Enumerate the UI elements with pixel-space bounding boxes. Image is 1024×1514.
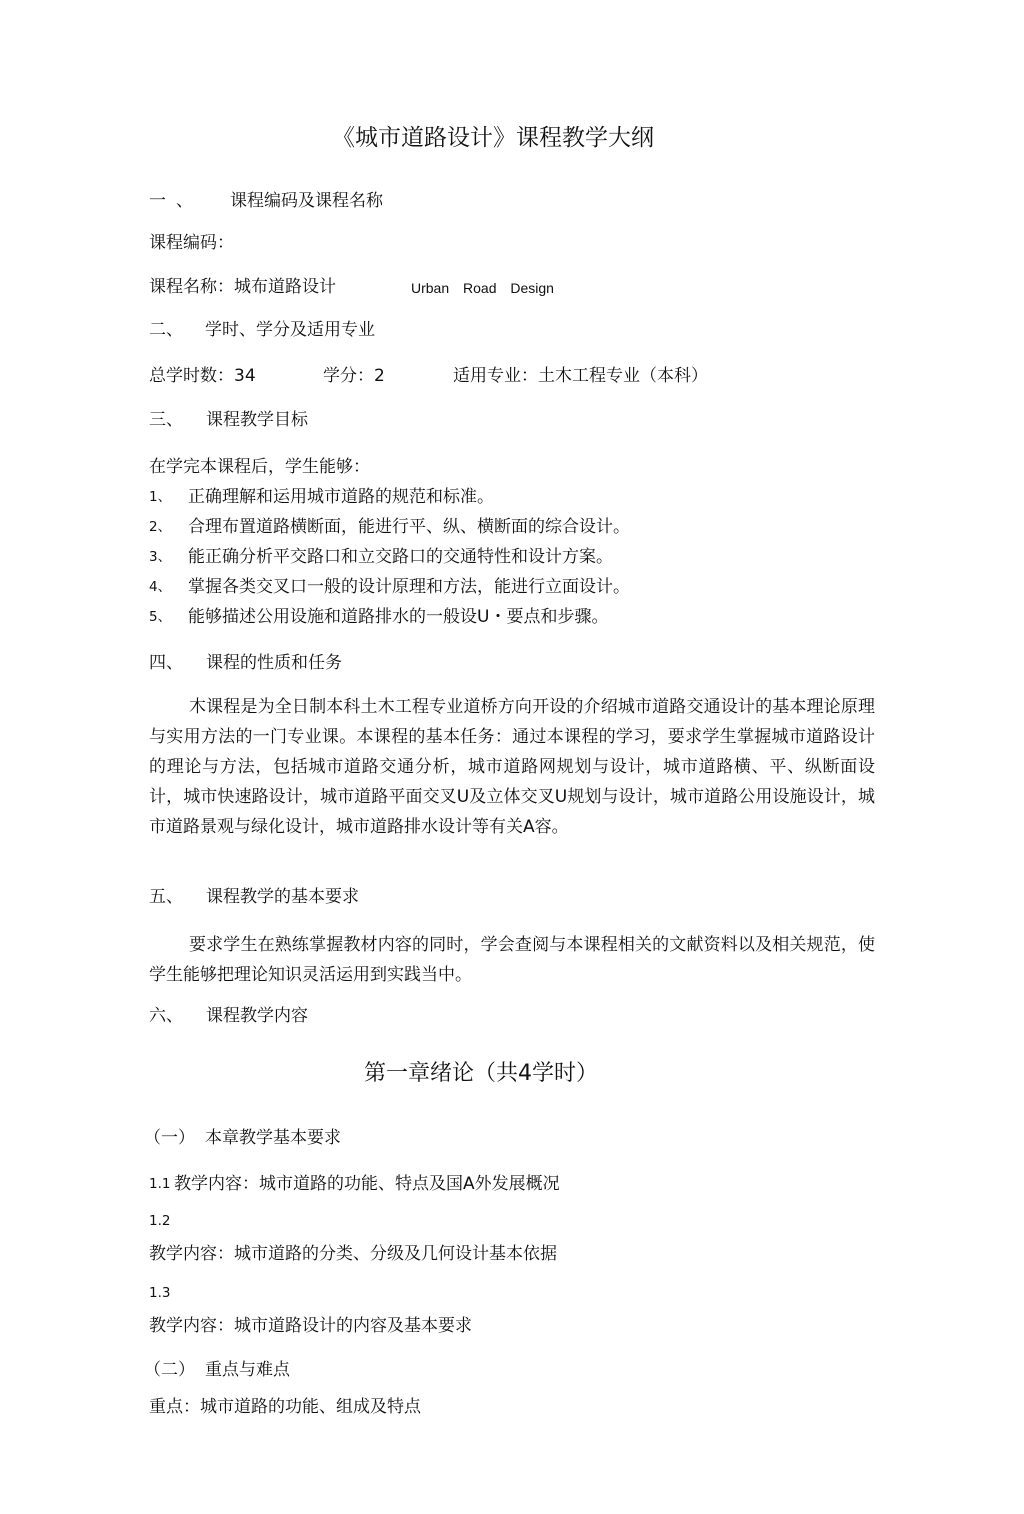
subsection-2-heading: 重点与难点 — [205, 1360, 290, 1380]
item-1-2-text: 教学内容：城市道路的分类、分级及几何设计基本依据 — [149, 1244, 557, 1264]
section-5-number: 五、 — [149, 887, 183, 907]
section-4-number: 四、 — [149, 653, 183, 673]
section-6-heading: 课程教学内容 — [206, 1006, 308, 1026]
section-6-number: 六、 — [149, 1006, 183, 1026]
section-1-heading: 课程编码及课程名称 — [230, 191, 383, 211]
goal-2-number: 2、 — [149, 519, 172, 535]
applicable-major: 适用专业：土木工程专业（本科） — [453, 366, 708, 386]
goal-3-text: 能正确分析平交路口和立交路口的交通特性和设计方案。 — [188, 547, 613, 567]
goal-5-number: 5、 — [149, 609, 172, 625]
section-5-heading: 课程教学的基本要求 — [206, 887, 359, 907]
subsection-1-heading: 本章教学基本要求 — [205, 1128, 341, 1148]
section-2-number: 二、 — [149, 320, 183, 340]
section-3-number: 三、 — [149, 410, 183, 430]
goal-4-text: 掌握各类交叉口一般的设计原理和方法，能进行立面设计。 — [188, 577, 630, 597]
item-1-1-number: 1.1 — [149, 1176, 171, 1192]
item-1-3-number: 1.3 — [149, 1285, 171, 1301]
section-4-heading: 课程的性质和任务 — [206, 653, 342, 673]
section-3-heading: 课程教学目标 — [206, 410, 308, 430]
section-1-number: 一、 — [149, 191, 203, 211]
item-1-1-text: 教学内容：城市道路的功能、特点及国A外发展概况 — [174, 1174, 560, 1194]
goal-5-text: 能够描述公用设施和道路排水的一般设U・要点和步骤。 — [188, 607, 609, 627]
chapter-1-title: 第一章绪论（共4学时） — [364, 1061, 598, 1086]
document-title: 《城市道路设计》课程教学大纲 — [332, 125, 654, 151]
item-1-3-text: 教学内容：城市道路设计的内容及基本要求 — [149, 1316, 472, 1336]
item-1-2-number: 1.2 — [149, 1213, 171, 1229]
course-name-label: 课程名称：城布道路设计 — [149, 277, 336, 297]
goal-1-text: 正确理解和运用城市道路的规范和标准。 — [188, 487, 494, 507]
section-5-paragraph: 要求学生在熟练掌握教材内容的同时，学会查阅与本课程相关的文献资料以及相关规范，使学生能够把理论知识灵活运用到实践当中。 — [149, 935, 875, 985]
goal-3-number: 3、 — [149, 549, 172, 565]
goal-2-text: 合理布置道路横断面，能进行平、纵、横断面的综合设计。 — [188, 517, 630, 537]
goal-4-number: 4、 — [149, 579, 172, 595]
goal-1-number: 1、 — [149, 489, 172, 505]
subsection-2-number: （二） — [144, 1360, 195, 1380]
credits: 学分：2 — [323, 366, 385, 386]
total-hours: 总学时数：34 — [149, 366, 256, 386]
course-name-english: Urban Road Design — [411, 280, 554, 296]
subsection-1-number: （一） — [144, 1128, 195, 1148]
section-4-paragraph: 木课程是为全日制本科土木工程专业道桥方向开设的介绍城市道路交通设计的基本理论原理与实用方法的一门专业课。本课程的基本任务：通过本课程的学习，要求学生掌握城市道路设计的理论与方法，包括城市道路交通分析，城市道路网规划与设计，城市道路横、平、纵断面设计，城市快速路设计，城市道路平面交叉U及立体交叉U规划与设计，城市道路公用设施设计，城市道路景观与绿化设计，城市道路排水设计等有关A容。 — [149, 697, 875, 837]
key-points: 重点：城市道路的功能、组成及特点 — [149, 1397, 421, 1417]
goals-intro: 在学完本课程后，学生能够： — [149, 457, 370, 477]
course-code-label: 课程编码： — [149, 233, 234, 253]
section-2-heading: 学时、学分及适用专业 — [205, 320, 375, 340]
